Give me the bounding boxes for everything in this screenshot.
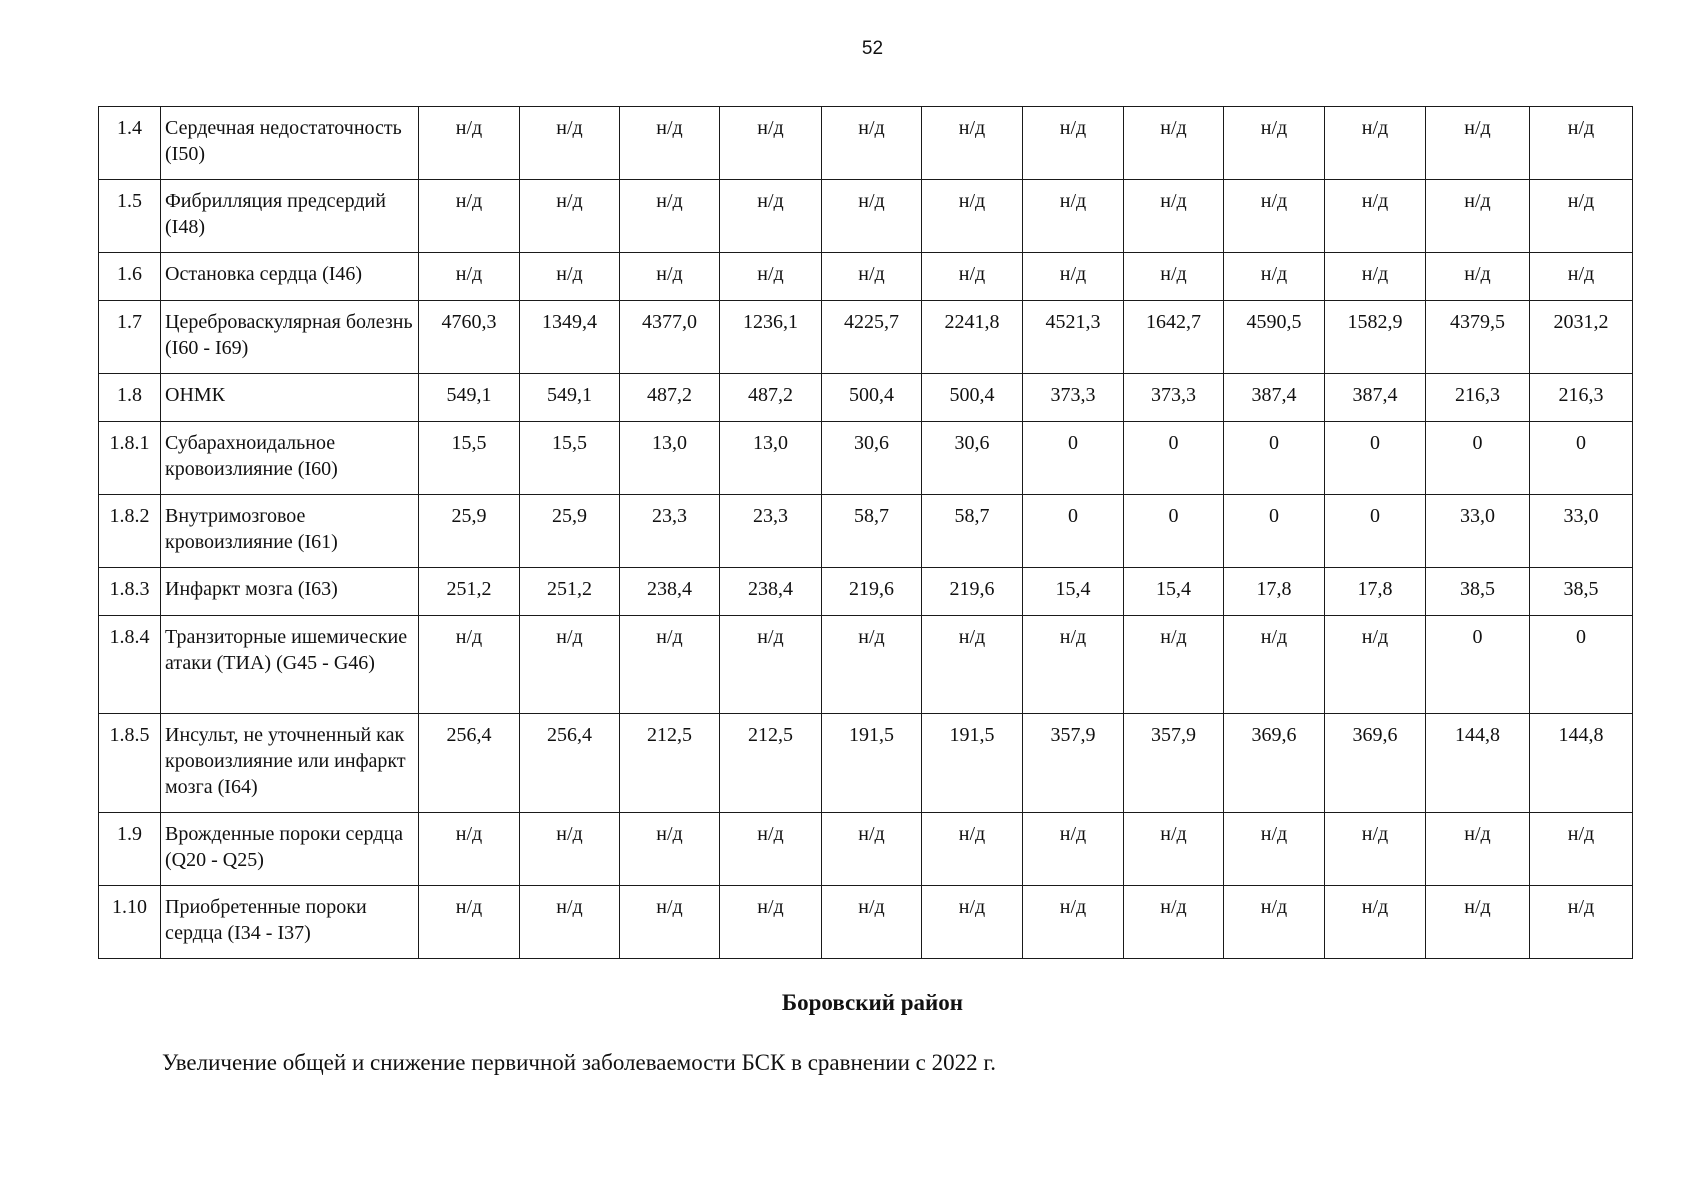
value-cell: н/д xyxy=(922,180,1023,253)
value-cell: н/д xyxy=(720,886,822,959)
value-cell: 0 xyxy=(1224,422,1325,495)
value-cell: 387,4 xyxy=(1325,374,1426,422)
value-cell: 357,9 xyxy=(1023,714,1124,813)
value-cell: 0 xyxy=(1426,422,1530,495)
value-cell: н/д xyxy=(1530,886,1633,959)
value-cell: 13,0 xyxy=(720,422,822,495)
row-number: 1.5 xyxy=(99,180,161,253)
value-cell: н/д xyxy=(922,616,1023,714)
value-cell: 33,0 xyxy=(1426,495,1530,568)
row-name: Субарахноидальное кровоизлияние (I60) xyxy=(161,422,419,495)
value-cell: 1642,7 xyxy=(1124,301,1224,374)
value-cell: 549,1 xyxy=(419,374,520,422)
value-cell: 33,0 xyxy=(1530,495,1633,568)
value-cell: 23,3 xyxy=(720,495,822,568)
table-body xyxy=(99,107,1633,959)
value-cell: 58,7 xyxy=(922,495,1023,568)
value-cell: н/д xyxy=(620,253,720,301)
row-name: Приобретенные пороки сердца (I34 - I37) xyxy=(161,886,419,959)
value-cell: н/д xyxy=(620,886,720,959)
table-row xyxy=(99,253,1633,301)
value-cell: н/д xyxy=(520,616,620,714)
value-cell: 15,5 xyxy=(520,422,620,495)
value-cell: 23,3 xyxy=(620,495,720,568)
value-cell: 387,4 xyxy=(1224,374,1325,422)
value-cell: 4225,7 xyxy=(822,301,922,374)
value-cell: н/д xyxy=(720,180,822,253)
value-cell: н/д xyxy=(620,616,720,714)
table-row xyxy=(99,422,1633,495)
value-cell: 487,2 xyxy=(720,374,822,422)
value-cell: 17,8 xyxy=(1224,568,1325,616)
summary-text: Увеличение общей и снижение первичной заболеваемости БСК в сравнении с 2022 г. xyxy=(162,1050,996,1075)
value-cell: 500,4 xyxy=(822,374,922,422)
value-cell: н/д xyxy=(822,253,922,301)
value-cell: 0 xyxy=(1023,495,1124,568)
value-cell: н/д xyxy=(922,886,1023,959)
value-cell: н/д xyxy=(720,813,822,886)
morbidity-table xyxy=(98,106,1633,959)
table-row xyxy=(99,374,1633,422)
value-cell: н/д xyxy=(1023,107,1124,180)
value-cell: 251,2 xyxy=(419,568,520,616)
value-cell: н/д xyxy=(1426,886,1530,959)
value-cell: 487,2 xyxy=(620,374,720,422)
value-cell: 13,0 xyxy=(620,422,720,495)
value-cell: н/д xyxy=(1325,886,1426,959)
table-row xyxy=(99,886,1633,959)
row-number: 1.8 xyxy=(99,374,161,422)
table-row xyxy=(99,495,1633,568)
value-cell: 373,3 xyxy=(1023,374,1124,422)
value-cell: н/д xyxy=(1023,180,1124,253)
value-cell: н/д xyxy=(822,180,922,253)
row-number: 1.8.1 xyxy=(99,422,161,495)
value-cell: н/д xyxy=(1426,813,1530,886)
value-cell: н/д xyxy=(1530,180,1633,253)
value-cell: 238,4 xyxy=(620,568,720,616)
value-cell: 25,9 xyxy=(520,495,620,568)
table-row xyxy=(99,568,1633,616)
value-cell: 238,4 xyxy=(720,568,822,616)
value-cell: н/д xyxy=(1124,107,1224,180)
value-cell: н/д xyxy=(520,886,620,959)
value-cell: н/д xyxy=(1224,180,1325,253)
row-name: Цереброваскулярная болезнь (I60 - I69) xyxy=(161,301,419,374)
value-cell: н/д xyxy=(620,107,720,180)
value-cell: н/д xyxy=(720,616,822,714)
row-name: Внутримозговое кровоизлияние (I61) xyxy=(161,495,419,568)
value-cell: н/д xyxy=(1124,253,1224,301)
value-cell: н/д xyxy=(1530,253,1633,301)
value-cell: 4590,5 xyxy=(1224,301,1325,374)
value-cell: н/д xyxy=(822,107,922,180)
value-cell: н/д xyxy=(419,813,520,886)
value-cell: 144,8 xyxy=(1530,714,1633,813)
value-cell: 0 xyxy=(1325,422,1426,495)
value-cell: н/д xyxy=(1325,813,1426,886)
value-cell: н/д xyxy=(720,253,822,301)
value-cell: н/д xyxy=(520,180,620,253)
value-cell: 0 xyxy=(1325,495,1426,568)
value-cell: н/д xyxy=(1224,107,1325,180)
row-name: Инфаркт мозга (I63) xyxy=(161,568,419,616)
value-cell: 15,5 xyxy=(419,422,520,495)
row-number: 1.9 xyxy=(99,813,161,886)
table-row xyxy=(99,714,1633,813)
value-cell: н/д xyxy=(520,253,620,301)
row-number: 1.8.4 xyxy=(99,616,161,714)
row-number: 1.10 xyxy=(99,886,161,959)
table-row xyxy=(99,180,1633,253)
value-cell: н/д xyxy=(1224,616,1325,714)
value-cell: н/д xyxy=(620,813,720,886)
row-number: 1.8.5 xyxy=(99,714,161,813)
row-number: 1.4 xyxy=(99,107,161,180)
value-cell: 1236,1 xyxy=(720,301,822,374)
value-cell: н/д xyxy=(520,107,620,180)
value-cell: н/д xyxy=(1325,616,1426,714)
value-cell: 38,5 xyxy=(1426,568,1530,616)
value-cell: 2031,2 xyxy=(1530,301,1633,374)
row-name: Сердечная недостаточность (I50) xyxy=(161,107,419,180)
value-cell: н/д xyxy=(620,180,720,253)
value-cell: н/д xyxy=(922,813,1023,886)
value-cell: 212,5 xyxy=(720,714,822,813)
table-row xyxy=(99,813,1633,886)
value-cell: 15,4 xyxy=(1023,568,1124,616)
value-cell: н/д xyxy=(1325,253,1426,301)
value-cell: 369,6 xyxy=(1224,714,1325,813)
district-heading: Боровский район xyxy=(781,990,964,1015)
value-cell: 191,5 xyxy=(822,714,922,813)
value-cell: 251,2 xyxy=(520,568,620,616)
value-cell: 357,9 xyxy=(1124,714,1224,813)
value-cell: 373,3 xyxy=(1124,374,1224,422)
value-cell: 219,6 xyxy=(822,568,922,616)
value-cell: 256,4 xyxy=(520,714,620,813)
value-cell: н/д xyxy=(822,813,922,886)
value-cell: 0 xyxy=(1530,616,1633,714)
value-cell: 4379,5 xyxy=(1426,301,1530,374)
row-number: 1.6 xyxy=(99,253,161,301)
value-cell: н/д xyxy=(1124,886,1224,959)
value-cell: 4377,0 xyxy=(620,301,720,374)
value-cell: 0 xyxy=(1530,422,1633,495)
value-cell: н/д xyxy=(1023,616,1124,714)
table-row xyxy=(99,107,1633,180)
value-cell: н/д xyxy=(1224,886,1325,959)
value-cell: 15,4 xyxy=(1124,568,1224,616)
value-cell: 144,8 xyxy=(1426,714,1530,813)
row-name: Транзиторные ишемические атаки (ТИА) (G45 - G46) xyxy=(161,616,419,714)
value-cell: н/д xyxy=(1124,813,1224,886)
value-cell: 191,5 xyxy=(922,714,1023,813)
value-cell: н/д xyxy=(822,616,922,714)
row-name: Инсульт, не уточненный как кровоизлияние или инфаркт мозга (I64) xyxy=(161,714,419,813)
value-cell: н/д xyxy=(1530,107,1633,180)
value-cell: 216,3 xyxy=(1530,374,1633,422)
value-cell: н/д xyxy=(1426,180,1530,253)
value-cell: н/д xyxy=(419,886,520,959)
value-cell: 4760,3 xyxy=(419,301,520,374)
value-cell: 0 xyxy=(1124,422,1224,495)
row-name: Врожденные пороки сердца (Q20 - Q25) xyxy=(161,813,419,886)
value-cell: н/д xyxy=(1023,253,1124,301)
value-cell: н/д xyxy=(1325,107,1426,180)
value-cell: 1582,9 xyxy=(1325,301,1426,374)
value-cell: н/д xyxy=(520,813,620,886)
value-cell: н/д xyxy=(419,180,520,253)
value-cell: н/д xyxy=(720,107,822,180)
value-cell: н/д xyxy=(1124,616,1224,714)
value-cell: 30,6 xyxy=(922,422,1023,495)
value-cell: н/д xyxy=(419,616,520,714)
value-cell: н/д xyxy=(1224,253,1325,301)
value-cell: н/д xyxy=(1426,107,1530,180)
value-cell: н/д xyxy=(1325,180,1426,253)
value-cell: н/д xyxy=(922,253,1023,301)
value-cell: н/д xyxy=(1023,886,1124,959)
value-cell: н/д xyxy=(1426,253,1530,301)
row-name: Фибрилляция предсердий (I48) xyxy=(161,180,419,253)
row-name: Остановка сердца (I46) xyxy=(161,253,419,301)
table-row xyxy=(99,301,1633,374)
value-cell: 216,3 xyxy=(1426,374,1530,422)
row-name: ОНМК xyxy=(161,374,419,422)
value-cell: 1349,4 xyxy=(520,301,620,374)
value-cell: 17,8 xyxy=(1325,568,1426,616)
value-cell: 219,6 xyxy=(922,568,1023,616)
value-cell: 256,4 xyxy=(419,714,520,813)
value-cell: 0 xyxy=(1124,495,1224,568)
value-cell: 549,1 xyxy=(520,374,620,422)
row-number: 1.7 xyxy=(99,301,161,374)
value-cell: н/д xyxy=(1124,180,1224,253)
value-cell: н/д xyxy=(1224,813,1325,886)
value-cell: 0 xyxy=(1426,616,1530,714)
value-cell: н/д xyxy=(419,253,520,301)
row-number: 1.8.3 xyxy=(99,568,161,616)
value-cell: 500,4 xyxy=(922,374,1023,422)
page-number: 52 xyxy=(861,38,884,59)
value-cell: 0 xyxy=(1224,495,1325,568)
value-cell: 4521,3 xyxy=(1023,301,1124,374)
value-cell: н/д xyxy=(1023,813,1124,886)
value-cell: 38,5 xyxy=(1530,568,1633,616)
value-cell: н/д xyxy=(922,107,1023,180)
value-cell: 58,7 xyxy=(822,495,922,568)
value-cell: н/д xyxy=(419,107,520,180)
value-cell: 369,6 xyxy=(1325,714,1426,813)
value-cell: 30,6 xyxy=(822,422,922,495)
value-cell: 25,9 xyxy=(419,495,520,568)
row-number: 1.8.2 xyxy=(99,495,161,568)
value-cell: 2241,8 xyxy=(922,301,1023,374)
value-cell: н/д xyxy=(822,886,922,959)
value-cell: 0 xyxy=(1023,422,1124,495)
value-cell: 212,5 xyxy=(620,714,720,813)
value-cell: н/д xyxy=(1530,813,1633,886)
table-row xyxy=(99,616,1633,714)
